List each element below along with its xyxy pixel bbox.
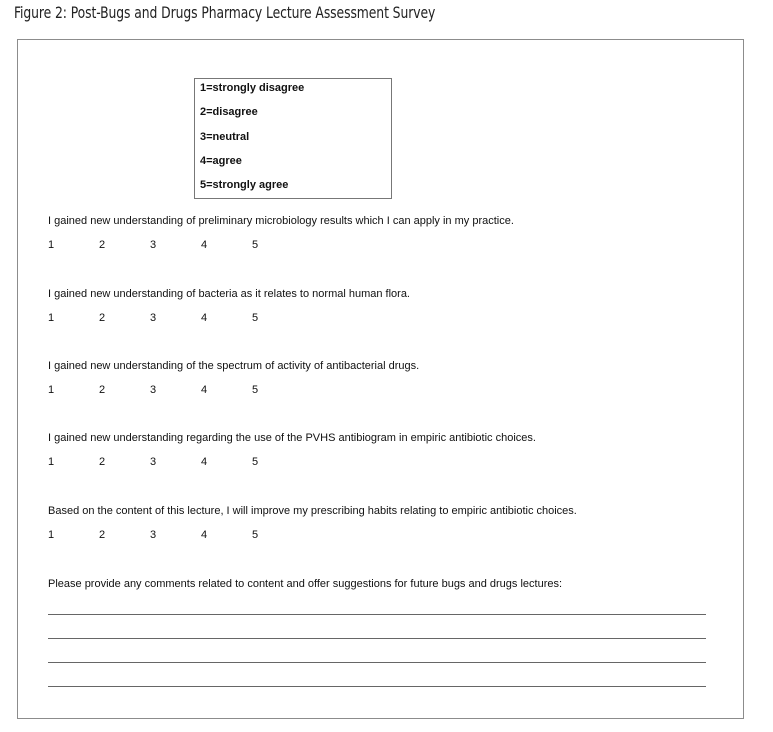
q1-option-3[interactable]: 3 xyxy=(150,239,157,251)
q4-option-4[interactable]: 4 xyxy=(201,456,208,468)
q5-option-3[interactable]: 3 xyxy=(150,529,157,541)
legend-item-3: 3=neutral xyxy=(200,130,250,143)
comment-line-3[interactable] xyxy=(48,662,706,663)
legend-item-4: 4=agree xyxy=(200,154,242,167)
figure-caption: Figure 2: Post-Bugs and Drugs Pharmacy Lecture Assessment Survey xyxy=(14,3,436,22)
question-4-text: I gained new understanding regarding the use of the PVHS antibiogram in empiric antibiotic choices. xyxy=(48,432,536,444)
q2-option-5[interactable]: 5 xyxy=(252,312,259,324)
q5-option-2[interactable]: 2 xyxy=(99,529,106,541)
q4-option-2[interactable]: 2 xyxy=(99,456,106,468)
q5-option-5[interactable]: 5 xyxy=(252,529,259,541)
q2-option-2[interactable]: 2 xyxy=(99,312,106,324)
legend-item-1: 1=strongly disagree xyxy=(200,82,305,94)
legend-item-5: 5=strongly agree xyxy=(200,179,289,192)
q1-option-2[interactable]: 2 xyxy=(99,239,106,251)
q2-option-4[interactable]: 4 xyxy=(201,312,208,324)
question-3-text: I gained new understanding of the spectrum of activity of antibacterial drugs. xyxy=(48,360,420,372)
legend-item-2: 2=disagree xyxy=(200,106,258,119)
q1-option-5[interactable]: 5 xyxy=(252,239,259,251)
q1-option-4[interactable]: 4 xyxy=(201,239,208,251)
survey-frame xyxy=(17,39,744,719)
q5-option-1[interactable]: 1 xyxy=(48,529,55,541)
question-2-text: I gained new understanding of bacteria as it relates to normal human flora. xyxy=(48,288,410,300)
q2-option-3[interactable]: 3 xyxy=(150,312,157,324)
rating-legend xyxy=(194,78,392,199)
comment-line-2[interactable] xyxy=(48,638,706,639)
q1-option-1[interactable]: 1 xyxy=(48,239,55,251)
q4-option-1[interactable]: 1 xyxy=(48,456,55,468)
q4-option-3[interactable]: 3 xyxy=(150,456,157,468)
comment-line-4[interactable] xyxy=(48,686,706,687)
question-1-text: I gained new understanding of preliminary microbiology results which I can apply in my practice. xyxy=(48,215,514,227)
q3-option-2[interactable]: 2 xyxy=(99,384,106,396)
question-5-text: Based on the content of this lecture, I will improve my prescribing habits relating to empiric antibiotic choices. xyxy=(48,505,577,517)
q3-option-3[interactable]: 3 xyxy=(150,384,157,396)
comment-line-1[interactable] xyxy=(48,614,706,615)
q3-option-4[interactable]: 4 xyxy=(201,384,208,396)
q5-option-4[interactable]: 4 xyxy=(201,529,208,541)
q3-option-1[interactable]: 1 xyxy=(48,384,55,396)
q3-option-5[interactable]: 5 xyxy=(252,384,259,396)
q2-option-1[interactable]: 1 xyxy=(48,312,55,324)
q4-option-5[interactable]: 5 xyxy=(252,456,259,468)
comments-prompt: Please provide any comments related to content and offer suggestions for future bugs and drugs lectures: xyxy=(48,578,563,590)
